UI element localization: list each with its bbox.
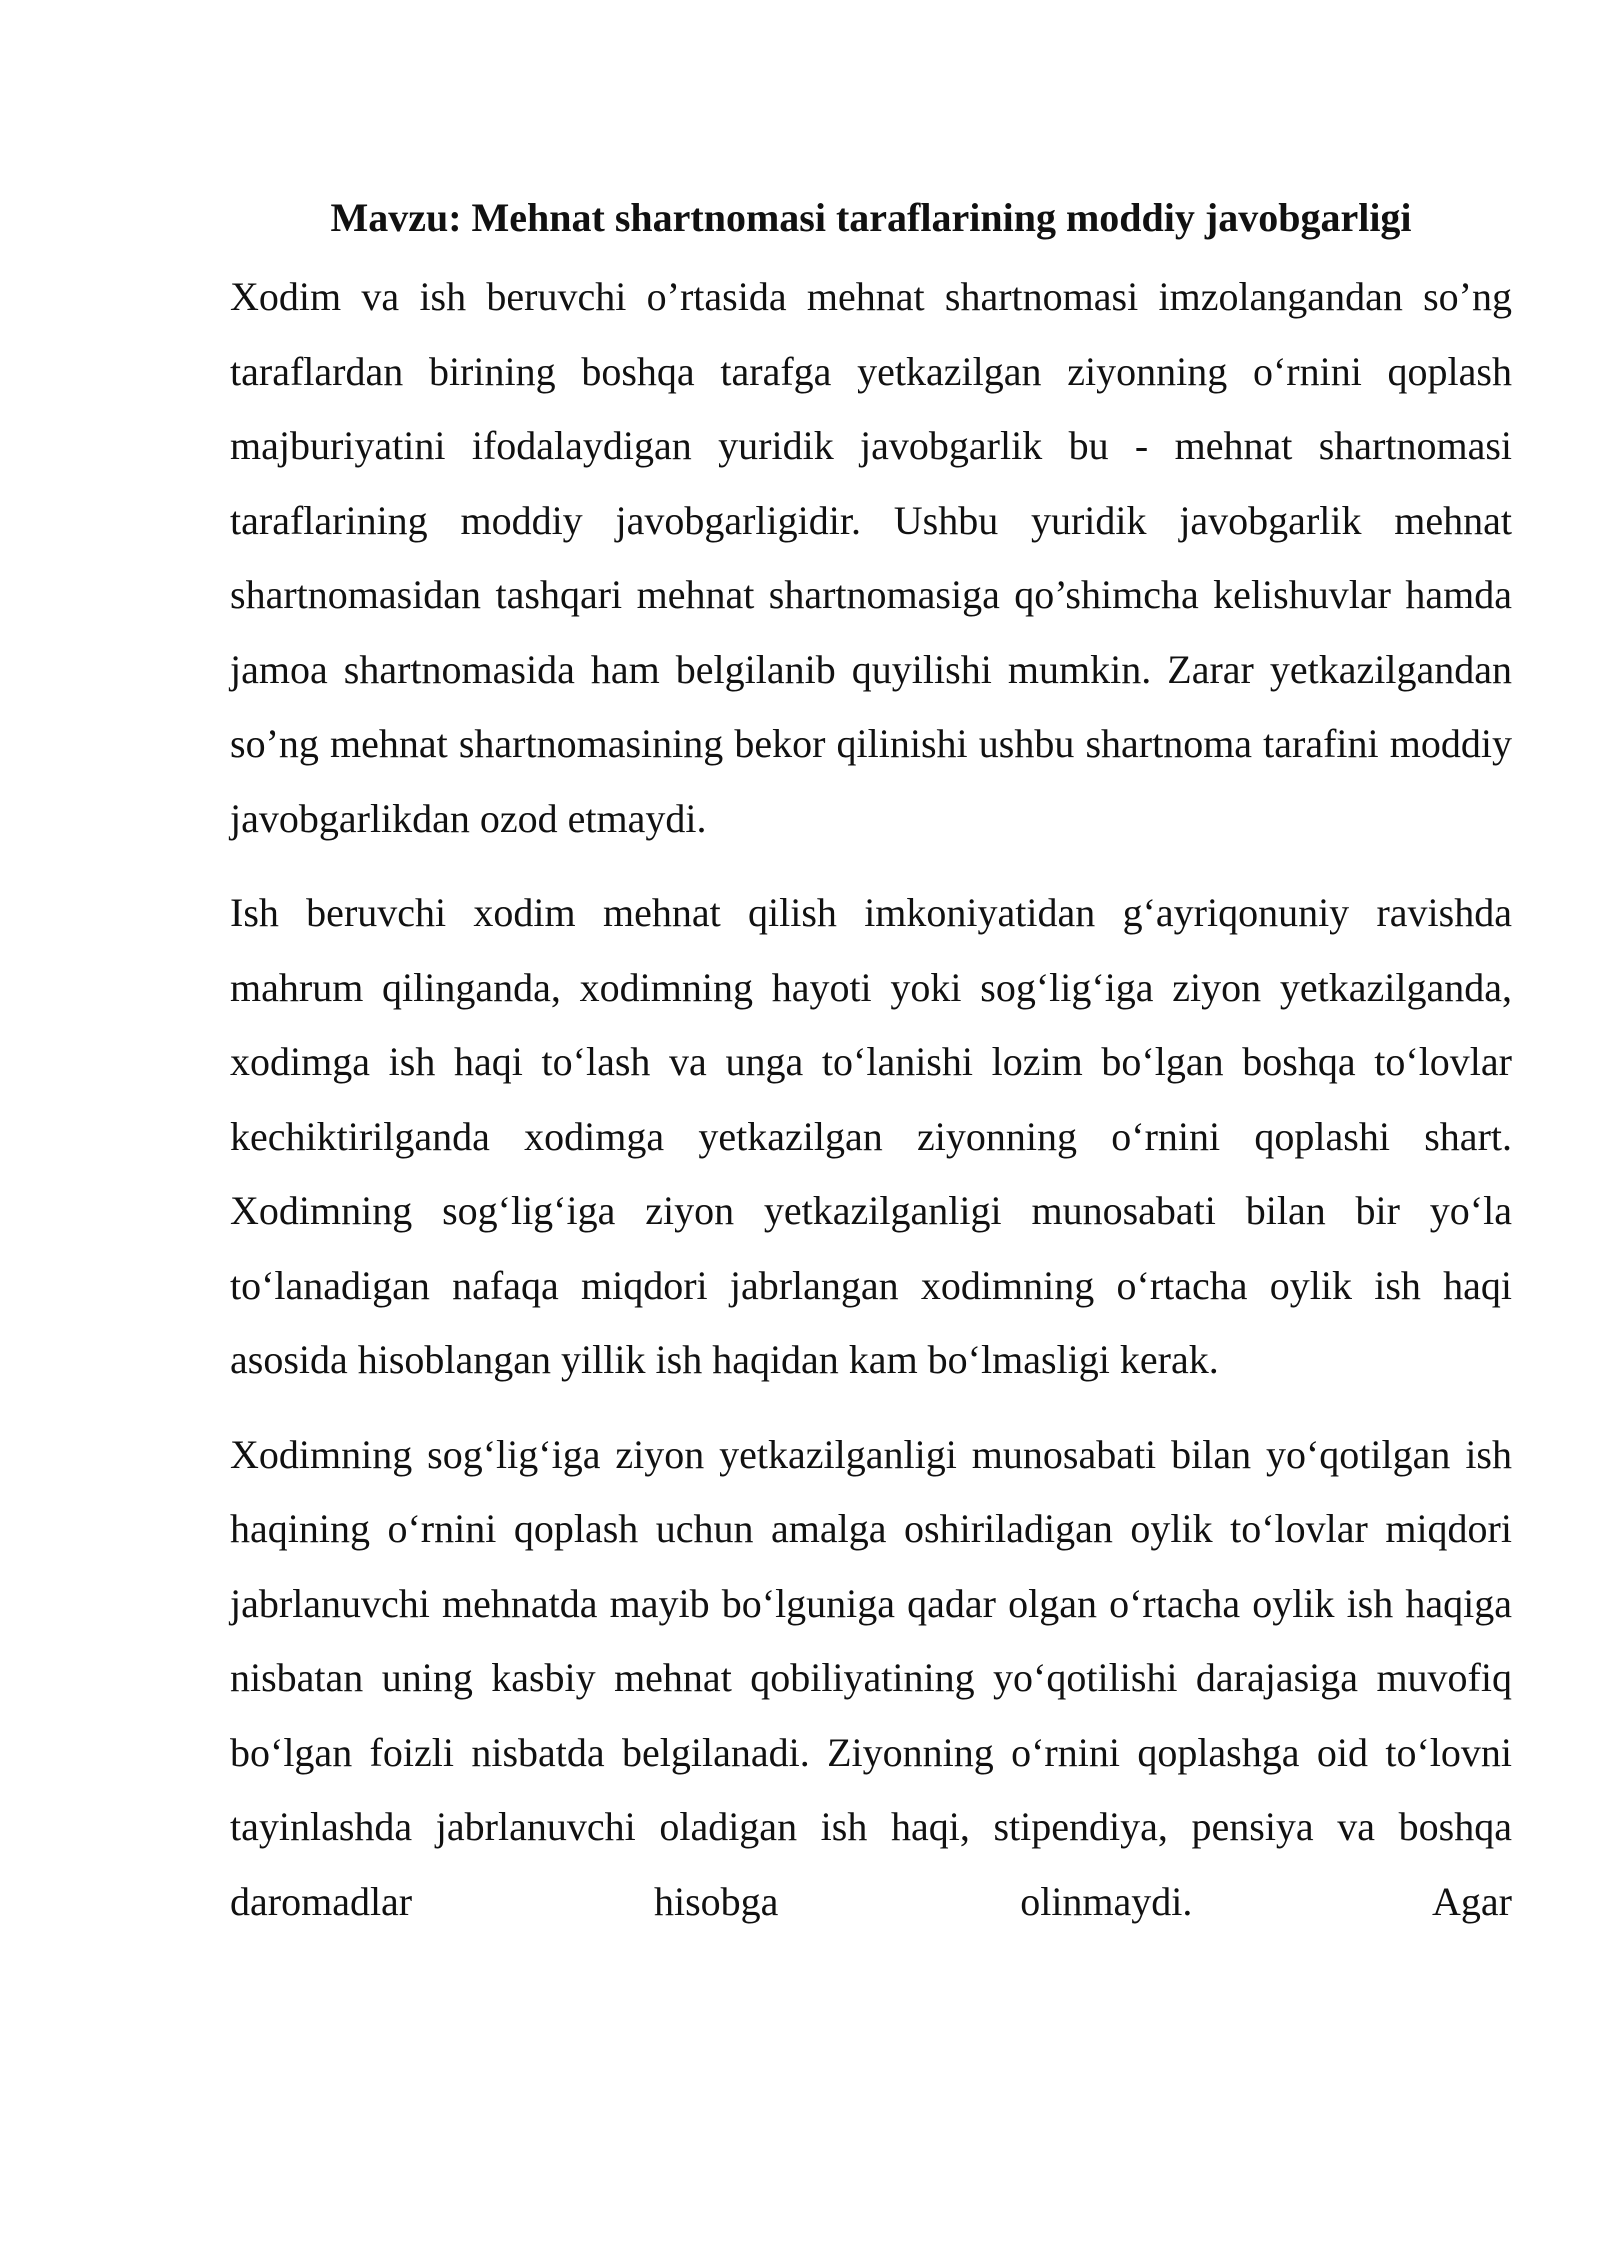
document-title: Mavzu: Mehnat shartnomasi taraflarining moddiy javobgarligi [330, 195, 1412, 240]
paragraph-1: Xodim va ish beruvchi o’rtasida mehnat shartnomasi imzolangandan so’ng taraflardan birining boshqa tarafga yetkazilgan ziyonning o‘rnini qoplash majburiyatini ifodalaydigan yuridik javobgarlik bu - mehnat shartnomasi taraflarining moddiy javobgarligidir. Ushbu yuridik javobgarlik mehnat shartnomasidan tashqari mehnat shartnomasiga qo’shimcha kelishuvlar hamda jamoa shartnomasida ham belgilanib quyilishi mumkin. Zarar yetkazilgandan so’ng mehnat shartnomasining bekor qilinishi ushbu shartnoma tarafini moddiy javobgarlikdan ozod etmaydi. [230, 274, 1512, 841]
paragraph-2: Ish beruvchi xodim mehnat qilish imkoniyatidan g‘ayriqonuniy ravishda mahrum qilinganda, xodimning hayoti yoki sog‘lig‘iga ziyon yetkazilganda, xodimga ish haqi to‘lash va unga to‘lanishi lozim bo‘lgan boshqa to‘lovlar kechiktirilganda xodimga yetkazilgan ziyonning o‘rnini qoplashi shart. Xodimning sog‘lig‘iga ziyon yetkazilganligi munosabati bilan bir yo‘la to‘lanadigan nafaqa miqdori jabrlangan xodimning o‘rtacha oylik ish haqi asosida hisoblangan yillik ish haqidan kam bo‘lmasligi kerak. [230, 890, 1512, 1382]
paragraph-3: Xodimning sog‘lig‘iga ziyon yetkazilganligi munosabati bilan yo‘qotilgan ish haqining o‘rnini qoplash uchun amalga oshiriladigan oylik to‘lovlar miqdori jabrlanuvchi mehnatda mayib bo‘lguniga qadar olgan o‘rtacha oylik ish haqiga nisbatan uning kasbiy mehnat qobiliyatining yo‘qotilishi darajasiga muvofiq bo‘lgan foizli nisbatda belgilanadi. Ziyonning o‘rnini qoplashga oid to‘lovni tayinlashda jabrlanuvchi oladigan ish haqi, stipendiya, pensiya va boshqa daromadlar hisobga olinmaydi. Agar [230, 1431, 1512, 1924]
document-body [230, 190, 1512, 1959]
